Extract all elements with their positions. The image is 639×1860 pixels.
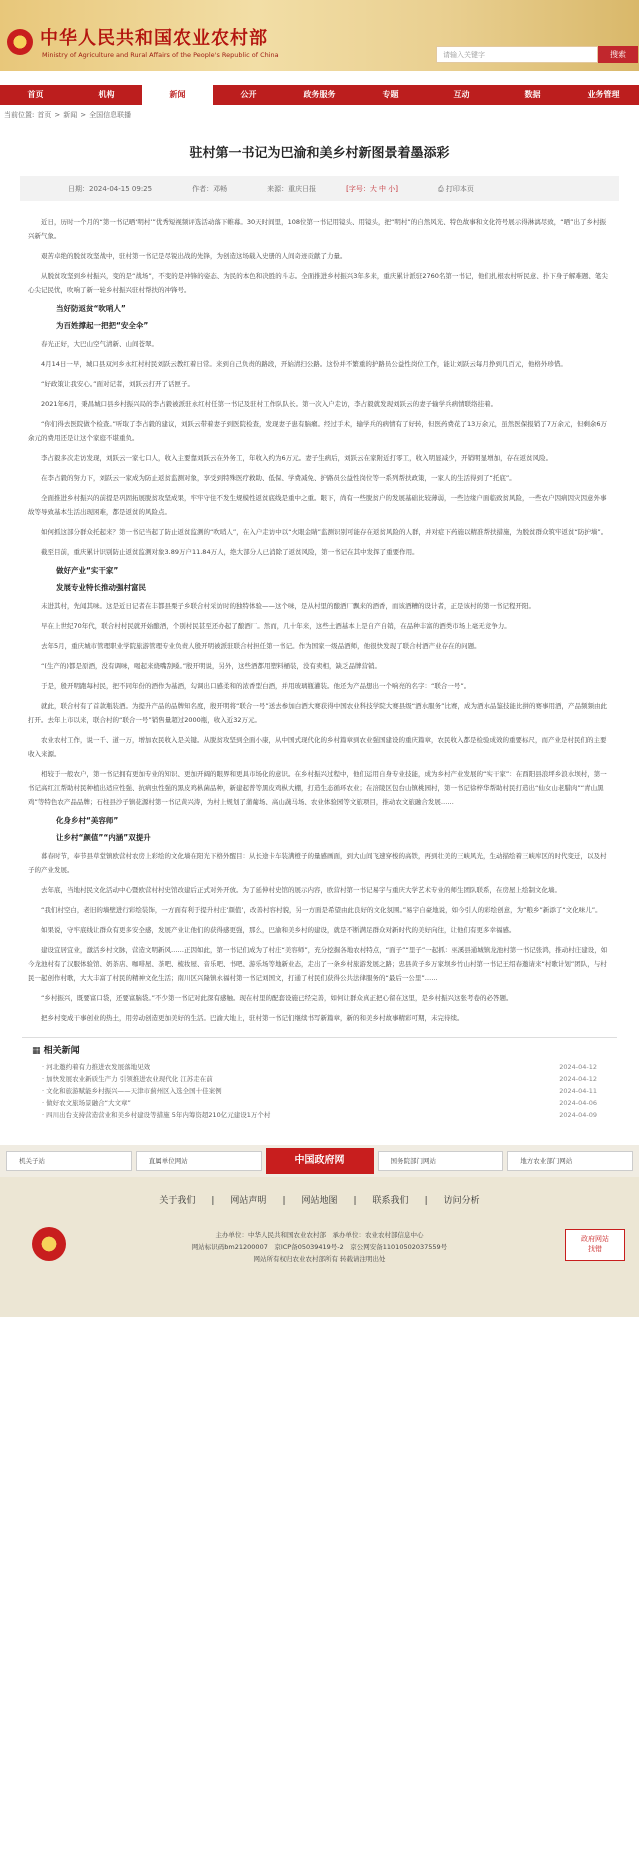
related-news [22,1037,617,1121]
related-news-link[interactable]: · 做好农文旅场景融合“大文章” [42,1099,131,1107]
article-paragraph: 在李占毅的努力下，刘跃云一家成为防止返贫监测对象，享受到特殊医疗救助、低保、学费减免、护路员公益性岗位等一系列帮扶政策，一家人的生活得到了“托底”。 [41,474,516,482]
article-paragraph: 从脱贫攻坚到乡村振兴，变的是“战场”，不变的是冲锋的姿态、为民的本色和决胜的斗志。全面推进乡村振兴3年多来，重庆累计派驻2760名第一书记，他们扎根农村听民意、扑下身子解难题、笔尖心尖记民忧，吹响了新一轮乡村振兴驻村帮扶的冲锋号。 [28,272,608,294]
footer-nav-separator: | [353,1196,357,1206]
article-paragraph: 艰苦卓绝的脱贫攻坚战中，驻村第一书记是尽锐出战的先锋，为创造这场载入史册的人间奇迹贡献了力量。 [41,252,347,260]
article-paragraph: 全面推进乡村振兴的前提是巩固拓展脱贫攻坚成果，牢牢守住不发生规模性返贫底线是重中之重。眼下，尚有一些脱贫户的发展基础比较薄弱，一些边缘户面临致贫风险，一些农户因病因灾因意外事故等导致基本生活出现困难，都是返贫的风险点。 [28,494,607,516]
article-paragraph: 2021年6月，秉昌城口县乡村振兴局的李占毅被派驻永红村任第一书记及驻村工作队队长。第一次入户走访，李占毅就发现刘跃云的妻子输学兵病情联络挂着。 [41,400,498,408]
related-news-link[interactable]: · 加快发展农业新质生产力 引领推进农业现代化 江苏走在前 [42,1075,213,1083]
related-news-link[interactable]: · 河北邀约着有力推进农发展落地见效 [42,1063,151,1071]
article-paragraph: 李占毅多次走访发现，刘跃云一家七口人，收入主要靠刘跃云在外务工，年收入约为6万元。妻子生病后，刘跃云在家附近打零工，收入明显减少，开销明显增加，存在返贫风险。 [41,454,553,462]
gov-site-badge[interactable] [565,1229,625,1261]
article-paragraph: “好政策让我安心。”面对记者，刘跃云打开了话匣子。 [41,380,194,388]
nav-item[interactable]: 首页 [27,90,44,99]
nav-item[interactable]: 公开 [240,90,257,99]
footer-links-bar [0,1145,639,1177]
main-nav [0,85,639,105]
font-size-control[interactable]: [字号：大 中 小] [346,184,399,193]
nav-item[interactable]: 机构 [98,90,115,99]
related-news-link[interactable]: · 四川出台支持营造营业和美乡村建设等措施 5年内筹资超210亿元建设1万个村 [42,1111,271,1119]
article-paragraph: 建设宜居宜业，激活乡村文脉，营造文明新风……正因如此，第一书记们成为了村庄“美容师”，充分挖掘各地农村特点，“面子”“里子”一起抓：巫溪县通城镇龙池村第一书记张鸿，推动村庄建设，如今龙池村有了汉服体验馆、奶茶店、咖啡屋、茶吧、梳妆屋、音乐吧、书吧、游乐场等地新业态，走出了一条乡村旅游发展之路；忠县黄子乡万家坝乡竹山村第一书记王绍春邀请来“村歌计划”团队，与村民一起创作村歌，大大丰富了村民的精神文化生活；南川区兴隆镇永福村第一书记刘国文，打通了村民们获得公共法律服务的“最后一公里”…… [28,946,608,982]
search-input[interactable]: 请输入关键字 [436,46,598,63]
breadcrumb [0,105,639,125]
print-button[interactable]: ⎙ 打印本页 [438,184,474,193]
article-paragraph: 把乡村变成干事创业的热土，用劳动创造更加美好的生活。巴渝大地上，驻村第一书记们继续书写新篇章，新的和美乡村故事精彩可期，未完待续。 [41,1014,464,1022]
gov-link[interactable]: 中国政府网 [266,1148,374,1174]
related-news-item[interactable] [42,1097,597,1109]
article-paragraph: 春光正好，大巴山空气清新、山间苍翠。 [41,340,158,348]
article-paragraph: 就此，联合村有了首款瓶装酒。为提升产品的品牌知名度，殷开明将“联合一号”送去参加白酒大赛获得中国农业科技学院大赛县级“酒水服务”比赛，成为酒水品鉴技能比拼的赛事用酒，产品频频由此打开。去年上市以来，联合村的“联合一号”销售量超过2000瓶，收入近32万元。 [28,702,607,724]
article-paragraph: 农业农村工作，说一千、道一万，增加农民收入是关键。从脱贫攻坚到全面小康，从中国式现代化的乡村篇章到农业强国建设的重庆篇章，农民收入都是检验成效的重要标尺，而产业是村民们的主要收入来源。 [28,736,607,758]
article-paragraph: 相较于一般农户，第一书记拥有更加专业的知识、更加开阔的眼界和更具市场化的意识。在乡村振兴过程中，他们运用自身专业技能，成为乡村产业发展的“实干家”：在酉阳县浪坪乡浪水坝村，第一书记高红江帮助村民种植出适应性强、抗病虫性强的黑皮鸡枞菌品种，新建起普等黑皮鸡枞大棚，打造生态循环农业；在涪陵区包台山镇桃园村，第一书记徐梓华帮助村民打造出“仙女山老腊肉”“青山黑鸡”等特色农产品品牌；石柱县沙子镇花源村第一书记黄兴涛，为村上规划了蒲葡场、高山蔬马场、农业体验园等文旅项目，推动农文旅融合发展…… [28,770,607,806]
footer-icp: 网站标识码bm21200007 京ICP备05039419号-2 京公网安备11010502037559号 [191,1243,448,1251]
site-title: 中华人民共和国农业农村部 [40,28,268,49]
nav-item[interactable]: 新闻 [142,85,213,105]
direct-units-select[interactable]: 直属单位网站 [136,1151,262,1171]
article-paragraph: 近日，历时一个月的“第一书记晒‘明村’”优秀短视频评选活动落下帷幕。30天时间里，108位第一书记用镜头、用镜头，把“明村”的自然风光、特色故事和文化符号展示得淋漓尽致，“晒”出了乡村振兴新气象。 [28,218,607,240]
related-news-list [22,1061,617,1121]
article-paragraph: “(生产的)都是原酒，没有调味，喝起来烧嘴刮嗓。”殷开明说，另外，这些酒都用塑料桶装，没有卖相，缺乏品牌营销。 [41,662,382,670]
national-emblem-icon [7,29,33,55]
breadcrumb-item[interactable]: > [54,111,61,119]
badge-bottom: 找错 [588,1245,602,1253]
nav-item[interactable]: 互动 [453,90,470,99]
agencies-select[interactable]: 机关子站 [6,1151,132,1171]
article-paragraph: 4月14日一早，城口县双河乡永红村村民刘跃云教红着日常。来到自己负责的路段，开始清扫公路。这份并不繁重的护路员公益性岗位工作，能让刘跃云每月挣到几百元，他格外珍惜。 [41,360,567,368]
local-select[interactable]: 地方农业部门网站 [507,1151,633,1171]
section-heading: 让乡村“颜值”“内涵”双提升 [56,833,151,842]
related-news-date: 2024-04-12 [559,1075,597,1083]
article-paragraph: 截至目前，重庆累计识别防止返贫监测对象3.89万户11.84万人，绝大部分人已消除了返贫风险，第一书记在其中发挥了重要作用。 [41,548,419,556]
site-footer [0,1177,639,1317]
article-paragraph: 早在上世纪70年代，联合村村民就开始酿酒，个别村民甚至还办起了酿酒厂。然而，几十年来，这些土酒基本上是自产自销，在品种丰富的酒类市场上毫无竞争力。 [41,622,511,630]
footer-info [0,1229,639,1265]
article-paragraph: “乡村振兴，既要富口袋，还要富脑袋。”不少第一书记对此深有感触。现在村里的配套设施已经完善，如何让群众真正把心留在这里，是乡村振兴这张考卷的必答题。 [41,994,513,1002]
footer-nav [0,1193,639,1206]
article-paragraph: 去年5月，重庆城市管理职业学院旅游管理专业负责人殷开明被派驻联合村担任第一书记。作为国家一级品酒师，他很快发现了联合村酒产业存在的问题。 [41,642,481,650]
article-paragraph: 去年底，当地村民文化活动中心暨欧营村村史馆改建后正式对外开放。为了延伸村史馆的展示内容，欧营村第一书记易宇与重庆大学艺术专业的师生团队联系，在房屋上绘制文化墙。 [41,886,561,894]
site-subtitle: Ministry of Agriculture and Rural Affairs of the People's Republic of China [42,51,279,59]
article-paragraph: 如何抓这部分群众托起来？第一书记当起了防止返贫监测的“吹哨人”，在入户走访中以“火眼金睛”监测识别可能存在返贫风险的人群，并对症下药施以精准帮扶措施，为脱贫群众筑牢返贫“防护墙”。 [41,528,608,536]
breadcrumb-item[interactable]: 新闻 [63,111,78,119]
related-news-date: 2024-04-09 [559,1111,597,1119]
related-news-label: 相关新闻 [43,1046,80,1056]
article-author: 作者：邓畅 [192,184,228,193]
article-meta [20,176,619,201]
article-paragraph: “我们村空白，老旧的墙壁进行彩绘装饰，一方面有利于提升村庄‘颜值’，改善村容村貌，另一方面是希望由此良好的文化氛围。”易宇自豪地说，如今引人的彩绘创意，为“粮乡”新添了“文化味儿”。 [41,906,602,914]
breadcrumb-item[interactable]: 全国信息联播 [89,111,132,119]
footer-nav-item[interactable]: 访问分析 [443,1196,480,1206]
section-heading: 化身乡村“美容师” [56,816,119,825]
breadcrumb-item[interactable]: 当前位置: [4,111,35,119]
related-news-item[interactable] [42,1073,597,1085]
article-paragraph: 于是，殷开明跑每村民，把不同年份的酒作为基酒，勾调出口感柔和的浓香型白酒，并用玻璃瓶灌装。他还为产品想出一个响亮的名字：“联合一号”。 [41,682,471,690]
footer-nav-item[interactable]: 联系我们 [372,1196,409,1206]
related-news-title: ▦ 相关新闻 [32,1046,80,1056]
section-heading: 为百姓撑起一把把“安全伞” [56,321,149,330]
footer-nav-separator: | [282,1196,286,1206]
related-news-item[interactable] [42,1061,597,1073]
print-label[interactable]: 打印本页 [445,184,474,193]
section-heading: 做好产业“实干家” [56,566,119,575]
related-news-item[interactable] [42,1109,597,1121]
footer-nav-separator: | [211,1196,215,1206]
article-source: 来源：重庆日报 [267,184,317,193]
section-heading: 当好防返贫“吹哨人” [56,304,126,313]
site-header [0,0,639,71]
search-button[interactable]: 搜索 [598,46,638,63]
footer-host: 主办单位：中华人民共和国农业农村部 承办单位：农业农村部信息中心 [215,1231,424,1239]
footer-copyright: 网站所有权归农业农村部所有 转载请注明出处 [253,1255,386,1263]
nav-item[interactable]: 业务管理 [587,90,620,99]
article-paragraph: 暮春时节，奉节县草堂镇欧营村农房上彩绘的文化墙在阳光下格外醒目：从长途卡车装满橙子的量感画面，到大山间飞速穿梭的高铁，再到壮美的三峡风光，生动描绘着三峡库区的时代变迁，以及村子的产业发展。 [28,852,607,874]
related-news-date: 2024-04-06 [559,1099,597,1107]
nav-item[interactable]: 政务服务 [303,90,336,99]
nav-item[interactable]: 数据 [524,90,541,99]
article-title: 驻村第一书记为巴渝和美乡村新图景着墨添彩 [189,146,450,161]
related-news-link[interactable]: · 文化和旅游赋能乡村振兴——天津市蓟州区入选全国十佳案例 [42,1087,222,1095]
footer-nav-item[interactable]: 关于我们 [159,1196,196,1206]
section-heading: 发展专业特长推动强村富民 [56,583,146,592]
related-news-date: 2024-04-11 [559,1087,597,1095]
badge-top: 政府网站 [581,1235,609,1243]
article-paragraph: “你们得去医院做个检查。”听取了李占毅的建议，刘跃云带着妻子到医院检查，发现妻子患有脑瘤。经过手术，输学兵的病情有了好转，但医药费花了13万余元，虽然医保报销了7万余元，但剩余6万余元的费用还是让这个家庭不堪重负。 [28,420,608,442]
footer-nav-item[interactable]: 网站地图 [301,1196,338,1206]
related-news-date: 2024-04-12 [559,1063,597,1071]
article-date: 日期：2024-04-15 09:25 [68,184,153,193]
article-paragraph: 未进其村，先闻其味。这是近日记者在丰都县栗子乡联合村采访时的独特体验——这个味，是从村里的酿酒厂飘来的酒香，而该酒糟的设计者，正是该村的第一书记程开阳。 [41,602,535,610]
article-paragraph: 如果说，守牢底线让群众有更多安全感，发展产业让他们的获得感更强，那么，巴渝和美乡村的建设，就是不断满足群众对新时代的美好向往，让他们有更多幸福感。 [41,926,516,934]
breadcrumb-item[interactable]: > [80,111,87,119]
related-news-item[interactable] [42,1085,597,1097]
breadcrumb-item[interactable]: 首页 [37,111,52,119]
footer-nav-separator: | [424,1196,428,1206]
footer-nav-item[interactable]: 网站声明 [230,1196,267,1206]
article-body [0,215,639,1025]
nav-item[interactable]: 专题 [382,90,399,99]
ministries-select[interactable]: 国务院部门网站 [378,1151,504,1171]
